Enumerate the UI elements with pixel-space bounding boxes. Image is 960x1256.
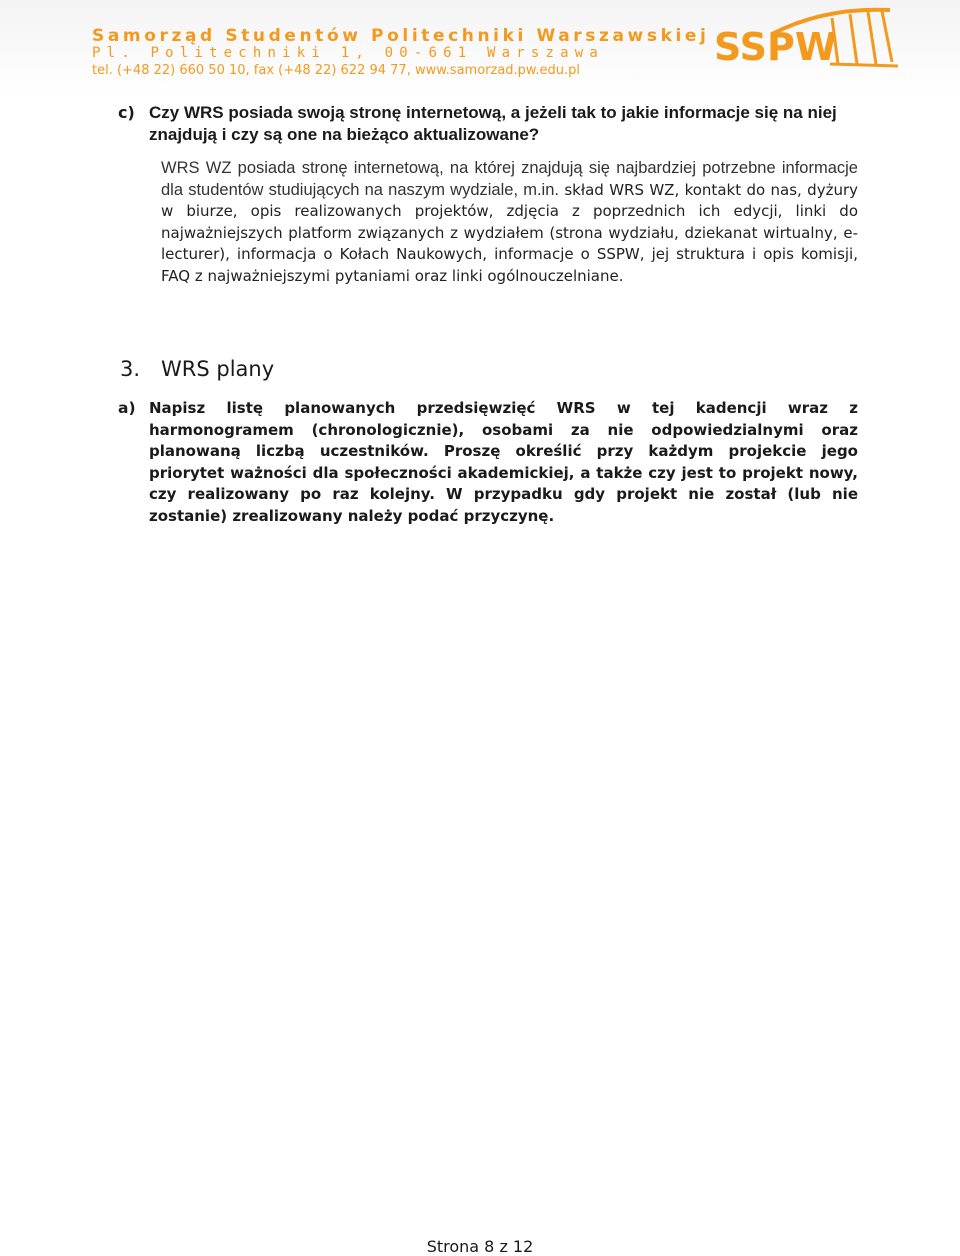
question-a-text: Napisz listę planowanych przedsięwzięć WRS w tej kadencji wraz z harmonogramem (chronologicznie), osobami za nie odpowiedzialnymi oraz planowaną liczbą uczestników. Proszę określić przy każdym projekcie jego priorytet ważności dla społeczności akademickiej, a także czy jest to projekt nowy, czy realizowany po raz kolejny. W przypadku gdy projekt nie został (lub nie zostanie) zrealizowany należy podać przyczynę. bbox=[149, 399, 858, 525]
question-c-marker: c) bbox=[118, 103, 135, 122]
section-title: WRS plany bbox=[161, 357, 275, 381]
letterhead bbox=[0, 0, 960, 96]
sspw-logo bbox=[712, 4, 898, 74]
question-a-marker: a) bbox=[118, 399, 136, 417]
section-heading bbox=[120, 357, 274, 381]
page-number: Strona 8 z 12 bbox=[426, 1237, 534, 1256]
question-c bbox=[118, 102, 858, 145]
organization-contact: tel. (+48 22) 660 50 10, fax (+48 22) 622 94 77, www.samorzad.pw.edu.pl bbox=[92, 63, 580, 78]
answer-c-rest: skład WRS WZ, kontakt do nas, dyżury w biurze, opis realizowanych projektów, zdjęcia z poprzednich ich edycji, linki do najważniejszych platform związanych z wydziałem (strona wydziału, dziekanat wirtualny, e-lecturer), informacja o Kołach Naukowych, informacje o SSPW, jej struktura i opis komisji, FAQ z najważniejszymi pytaniami oraz linki ogólnouczelniane. bbox=[161, 180, 858, 285]
answer-c bbox=[161, 158, 858, 288]
section-number: 3. bbox=[120, 357, 141, 381]
answer-c-lead: WRS WZ posiada stronę internetową, na której znajdują się najbardziej potrzebne informacje dla studentów studiujących na naszym wydziale, m.in. bbox=[161, 159, 858, 199]
question-a bbox=[118, 398, 858, 528]
organization-address: Pl. Politechniki 1, 00-661 Warszawa bbox=[92, 45, 605, 61]
question-c-text: Czy WRS posiada swoją stronę internetową, a jeżeli tak to jakie informacje się na niej znajdują i czy są one na bieżąco aktualizowane? bbox=[149, 103, 837, 144]
logo-text: SSPW bbox=[714, 25, 837, 69]
organization-name: Samorząd Studentów Politechniki Warszawskiej bbox=[92, 26, 710, 46]
